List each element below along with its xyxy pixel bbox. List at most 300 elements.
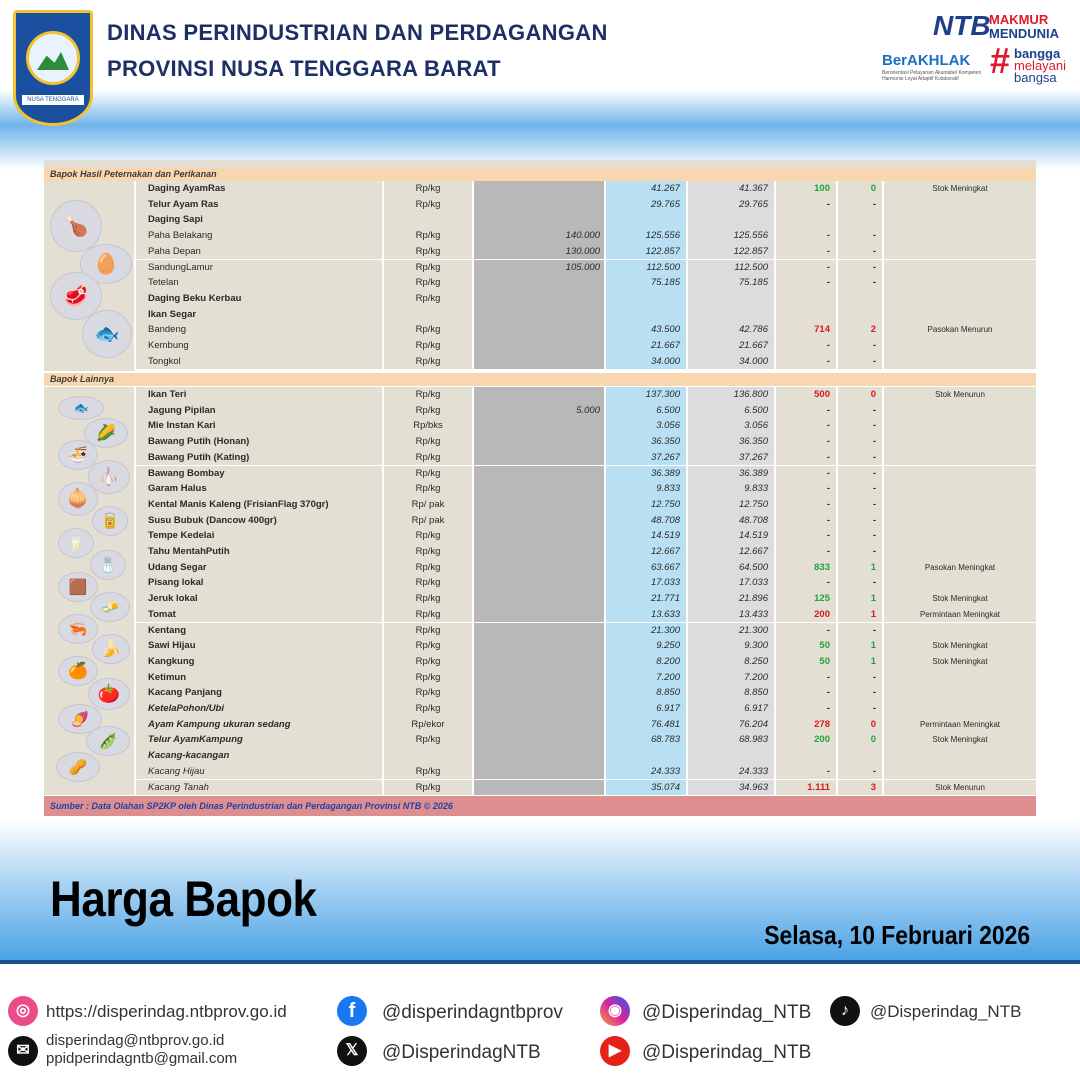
item-het [474,291,604,307]
item-unit: Rp/kg [384,275,472,291]
item-current-price [606,307,686,323]
noodle-icon: 🍜 [58,440,98,470]
item-current-price: 36.350 [606,434,686,450]
item-note: Stok Meningkat [884,732,1036,748]
item-change-percent: - [838,338,882,354]
table-row [44,387,1036,403]
item-het [474,670,604,686]
table-row [44,685,1036,701]
table-row [44,748,1036,764]
item-name: Garam Halus [136,481,382,497]
item-change-percent: - [838,623,882,639]
item-unit: Rp/kg [384,387,472,403]
item-change: - [776,354,836,370]
item-unit: Rp/kg [384,701,472,717]
item-unit: Rp/kg [384,322,472,338]
table-row [44,780,1036,796]
item-previous-price: 13.433 [688,607,774,623]
item-het [474,497,604,513]
onion-icon: 🧅 [58,482,98,516]
item-change: - [776,623,836,639]
instagram-icon: ◉ [600,996,630,1026]
youtube-icon: ▶ [600,1036,630,1066]
item-previous-price: 112.500 [688,260,774,276]
item-previous-price [688,748,774,764]
item-current-price: 7.200 [606,670,686,686]
item-name: Tempe Kedelai [136,528,382,544]
facebook-link[interactable]: @disperindagntbprov [382,1002,563,1023]
berakhlak-logo: BerAKHLAK [882,52,971,69]
item-note [884,528,1036,544]
table-row [44,560,1036,576]
item-previous-price: 29.765 [688,197,774,213]
item-het [474,654,604,670]
item-name: Kangkung [136,654,382,670]
item-change-percent: - [838,244,882,260]
item-note [884,354,1036,370]
item-change: 714 [776,322,836,338]
milk-powder-icon: 🥛 [58,528,94,558]
item-het: 105.000 [474,260,604,276]
milk-can-icon: 🥫 [92,506,128,536]
item-unit: Rp/kg [384,591,472,607]
item-unit [384,307,472,323]
item-note [884,197,1036,213]
item-het [474,513,604,529]
item-change-percent: 0 [838,181,882,197]
table-row [44,403,1036,419]
item-change-percent: - [838,434,882,450]
item-name: Mie Instan Kari [136,418,382,434]
bangga-text: bangga [1014,46,1061,61]
item-note [884,260,1036,276]
item-het [474,450,604,466]
item-change-percent: - [838,544,882,560]
item-unit: Rp/kg [384,560,472,576]
item-name: Daging AyamRas [136,181,382,197]
item-unit: Rp/kg [384,623,472,639]
table-row [44,575,1036,591]
item-previous-price: 3.056 [688,418,774,434]
chicken-icon: 🍗 [50,200,102,252]
eggs-icon: 🥚 [80,244,132,284]
item-name: Bawang Putih (Kating) [136,450,382,466]
item-previous-price: 21.667 [688,338,774,354]
item-name: Tetelan [136,275,382,291]
table-row [44,181,1036,197]
item-change: - [776,670,836,686]
item-change [776,307,836,323]
item-change-percent: - [838,513,882,529]
youtube-link[interactable]: @Disperindag_NTB [642,1042,812,1063]
item-unit: Rp/kg [384,228,472,244]
item-change-percent [838,212,882,228]
page-title: Harga Bapok [50,871,317,927]
item-change: - [776,701,836,717]
makmur-text: MAKMUR [989,12,1049,27]
item-name: Ikan Teri [136,387,382,403]
item-change: 100 [776,181,836,197]
item-unit: Rp/kg [384,244,472,260]
item-unit: Rp/kg [384,403,472,419]
item-change-percent: - [838,575,882,591]
item-change-percent: - [838,418,882,434]
item-change-percent: - [838,450,882,466]
table-row [44,338,1036,354]
item-note [884,623,1036,639]
item-note [884,450,1036,466]
item-het [474,307,604,323]
item-current-price: 122.857 [606,244,686,260]
item-change: - [776,513,836,529]
item-het [474,322,604,338]
item-unit: Rp/kg [384,466,472,482]
item-name: Tahu MentahPutih [136,544,382,560]
item-previous-price [688,212,774,228]
item-current-price: 68.783 [606,732,686,748]
item-unit: Rp/kg [384,780,472,796]
item-name: Paha Depan [136,244,382,260]
item-het: 5.000 [474,403,604,419]
item-change-percent: - [838,228,882,244]
item-change-percent: - [838,701,882,717]
item-name: Jeruk lokal [136,591,382,607]
item-change: 500 [776,387,836,403]
item-note: Permintaan Meningkat [884,717,1036,733]
item-change-percent: - [838,466,882,482]
item-note [884,748,1036,764]
tiktok-icon: ♪ [830,996,860,1026]
item-change: 833 [776,560,836,576]
item-het [474,623,604,639]
item-change: - [776,764,836,780]
item-change-percent: 0 [838,717,882,733]
item-current-price: 12.750 [606,497,686,513]
item-unit: Rp/kg [384,544,472,560]
item-current-price: 6.917 [606,701,686,717]
item-unit: Rp/kg [384,434,472,450]
item-current-price: 63.667 [606,560,686,576]
item-current-price [606,212,686,228]
table-row [44,197,1036,213]
item-previous-price: 21.896 [688,591,774,607]
website-link[interactable]: https://disperindag.ntbprov.go.id [46,1002,287,1021]
item-name: Kentang [136,623,382,639]
meat-icon: 🥩 [50,272,102,320]
item-current-price: 24.333 [606,764,686,780]
table-row [44,418,1036,434]
item-name: Kembung [136,338,382,354]
item-het [474,748,604,764]
peanut-icon: 🥜 [56,752,100,782]
berakhlak-tagline: Berorientasi Pelayanan Akuntabel Kompeten Harmonis Loyal Adaptif Kolaboratif [882,70,982,82]
item-change-percent: - [838,670,882,686]
table-row [44,591,1036,607]
item-note: Stok Menurun [884,387,1036,403]
item-name: Ketimun [136,670,382,686]
item-change-percent: - [838,275,882,291]
item-current-price: 9.250 [606,638,686,654]
dribbble-icon: ◎ [8,996,38,1026]
item-current-price: 21.771 [606,591,686,607]
item-het [474,197,604,213]
item-change-percent: - [838,528,882,544]
item-change: - [776,197,836,213]
item-name: Pisang lokal [136,575,382,591]
org-name-line2: PROVINSI NUSA TENGGARA BARAT [107,56,501,81]
item-previous-price: 8.850 [688,685,774,701]
item-current-price: 29.765 [606,197,686,213]
table-row [44,481,1036,497]
item-current-price: 12.667 [606,544,686,560]
item-change: 200 [776,607,836,623]
item-previous-price: 14.519 [688,528,774,544]
item-change: - [776,450,836,466]
item-previous-price: 12.667 [688,544,774,560]
item-note [884,275,1036,291]
item-name: Tomat [136,607,382,623]
item-change-percent: 2 [838,322,882,338]
table-row [44,638,1036,654]
table-row [44,544,1036,560]
item-note: Stok Menurun [884,780,1036,796]
tiktok-link[interactable]: @Disperindag_NTB [870,1002,1022,1021]
item-het [474,575,604,591]
table-row [44,701,1036,717]
email-link-1[interactable]: disperindag@ntbprov.go.id [46,1032,225,1049]
cassava-icon: 🍠 [58,704,102,734]
twitter-link[interactable]: @DisperindagNTB [382,1042,541,1063]
item-note [884,228,1036,244]
item-note [884,307,1036,323]
item-unit: Rp/kg [384,575,472,591]
section-header-peternakan: Bapok Hasil Peternakan dan Perikanan [44,168,1036,181]
mail-icon: ✉ [8,1036,38,1066]
item-name: Paha Belakang [136,228,382,244]
item-previous-price: 9.300 [688,638,774,654]
item-unit: Rp/kg [384,481,472,497]
item-previous-price: 64.500 [688,560,774,576]
item-het [474,764,604,780]
item-unit: Rp/bks [384,418,472,434]
item-het [474,544,604,560]
province-emblem-icon [13,10,93,126]
item-name: Jagung Pipilan [136,403,382,419]
item-change-percent: - [838,403,882,419]
melayani-text: melayani [1014,58,1067,73]
item-note [884,685,1036,701]
salt-icon: 🧂 [90,550,126,580]
item-het [474,607,604,623]
item-het [474,528,604,544]
item-change-percent: 1 [838,654,882,670]
item-current-price: 43.500 [606,322,686,338]
emblem-ribbon-text: NUSA TENGGARA BARAT [22,95,84,105]
item-change: - [776,528,836,544]
item-previous-price: 12.750 [688,497,774,513]
item-change: 200 [776,732,836,748]
item-note [884,291,1036,307]
item-previous-price: 122.857 [688,244,774,260]
item-het [474,638,604,654]
item-unit [384,748,472,764]
item-current-price: 36.389 [606,466,686,482]
item-change: - [776,434,836,450]
item-name: Kacang Tanah [136,780,382,796]
banana-icon: 🍌 [92,634,130,664]
item-previous-price: 6.500 [688,403,774,419]
anchovy-icon: 🐟 [58,396,104,420]
orange-icon: 🍊 [58,656,98,686]
item-change: 125 [776,591,836,607]
table-row [44,623,1036,639]
item-name: Bandeng [136,322,382,338]
item-previous-price: 76.204 [688,717,774,733]
table-top-strip [44,160,1036,168]
item-note [884,212,1036,228]
instagram-link[interactable]: @Disperindag_NTB [642,1002,812,1023]
item-name: Sawi Hijau [136,638,382,654]
item-change-percent: 1 [838,591,882,607]
item-change: - [776,244,836,260]
item-change: - [776,466,836,482]
item-het: 130.000 [474,244,604,260]
item-name: Bawang Putih (Honan) [136,434,382,450]
item-change: - [776,275,836,291]
item-current-price: 6.500 [606,403,686,419]
item-unit: Rp/kg [384,607,472,623]
item-het [474,275,604,291]
item-note: Permintaan Meningkat [884,607,1036,623]
item-current-price: 34.000 [606,354,686,370]
item-current-price: 21.667 [606,338,686,354]
item-previous-price: 7.200 [688,670,774,686]
item-previous-price: 34.963 [688,780,774,796]
item-het [474,481,604,497]
item-name: Telur AyamKampung [136,732,382,748]
item-change-percent: 0 [838,387,882,403]
item-note [884,670,1036,686]
item-note: Stok Meningkat [884,638,1036,654]
table-row [44,732,1036,748]
item-unit: Rp/kg [384,181,472,197]
item-note [884,701,1036,717]
item-current-price: 76.481 [606,717,686,733]
item-change: 278 [776,717,836,733]
item-unit: Rp/kg [384,685,472,701]
item-change-percent [838,291,882,307]
item-current-price [606,291,686,307]
table-row [44,764,1036,780]
item-het [474,701,604,717]
table-row [44,434,1036,450]
report-date: Selasa, 10 Februari 2026 [764,920,1030,950]
shrimp-icon: 🦐 [58,614,98,644]
item-name: SandungLamur [136,260,382,276]
ntb-makmur-mendunia-logo [933,10,1073,42]
item-het [474,560,604,576]
item-change-percent [838,307,882,323]
item-current-price: 112.500 [606,260,686,276]
item-current-price [606,748,686,764]
item-change-percent: - [838,685,882,701]
tempeh-icon: 🟫 [58,572,98,602]
item-het [474,387,604,403]
item-het [474,591,604,607]
item-note: Pasokan Meningkat [884,560,1036,576]
item-note [884,403,1036,419]
item-name: Ikan Segar [136,307,382,323]
table-row [44,497,1036,513]
item-previous-price [688,307,774,323]
item-unit: Rp/kg [384,338,472,354]
item-unit: Rp/ pak [384,497,472,513]
item-het [474,181,604,197]
item-note [884,434,1036,450]
item-previous-price: 42.786 [688,322,774,338]
item-unit: Rp/ekor [384,717,472,733]
item-name: Susu Bubuk (Dancow 400gr) [136,513,382,529]
item-change: - [776,228,836,244]
item-note: Stok Meningkat [884,591,1036,607]
item-het [474,717,604,733]
item-previous-price: 125.556 [688,228,774,244]
item-note: Stok Meningkat [884,181,1036,197]
table-row [44,607,1036,623]
item-name: Udang Segar [136,560,382,576]
item-current-price: 137.300 [606,387,686,403]
x-twitter-icon: 𝕏 [337,1036,367,1066]
table-row [44,307,1036,323]
item-note [884,575,1036,591]
item-name: Tongkol [136,354,382,370]
item-name: Kacang Hijau [136,764,382,780]
item-current-price: 37.267 [606,450,686,466]
item-het [474,732,604,748]
item-previous-price: 68.983 [688,732,774,748]
item-current-price: 17.033 [606,575,686,591]
item-name: Kental Manis Kaleng (FrisianFlag 370gr) [136,497,382,513]
email-link-2[interactable]: ppidperindagntb@gmail.com [46,1050,238,1067]
item-het [474,212,604,228]
table-row [44,275,1036,291]
item-het [474,434,604,450]
item-change-percent: - [838,354,882,370]
org-name-line1: DINAS PERINDUSTRIAN DAN PERDAGANGAN [107,20,608,45]
item-note [884,764,1036,780]
table-row [44,466,1036,482]
corn-icon: 🌽 [84,418,128,448]
ntb-logo-text: NTB [933,10,991,41]
hashtag-icon: # [990,40,1011,81]
item-change-percent: 1 [838,560,882,576]
item-current-price: 8.200 [606,654,686,670]
item-note: Stok Meningkat [884,654,1036,670]
item-change: - [776,544,836,560]
item-change [776,291,836,307]
item-previous-price: 9.833 [688,481,774,497]
item-unit: Rp/kg [384,732,472,748]
item-change-percent: - [838,764,882,780]
item-name: Daging Beku Kerbau [136,291,382,307]
tofu-icon: 🧈 [90,592,130,622]
table-row [44,528,1036,544]
item-het [474,466,604,482]
table-row [44,291,1036,307]
item-name: KetelaPohon/Ubi [136,701,382,717]
item-current-price: 48.708 [606,513,686,529]
item-het: 140.000 [474,228,604,244]
